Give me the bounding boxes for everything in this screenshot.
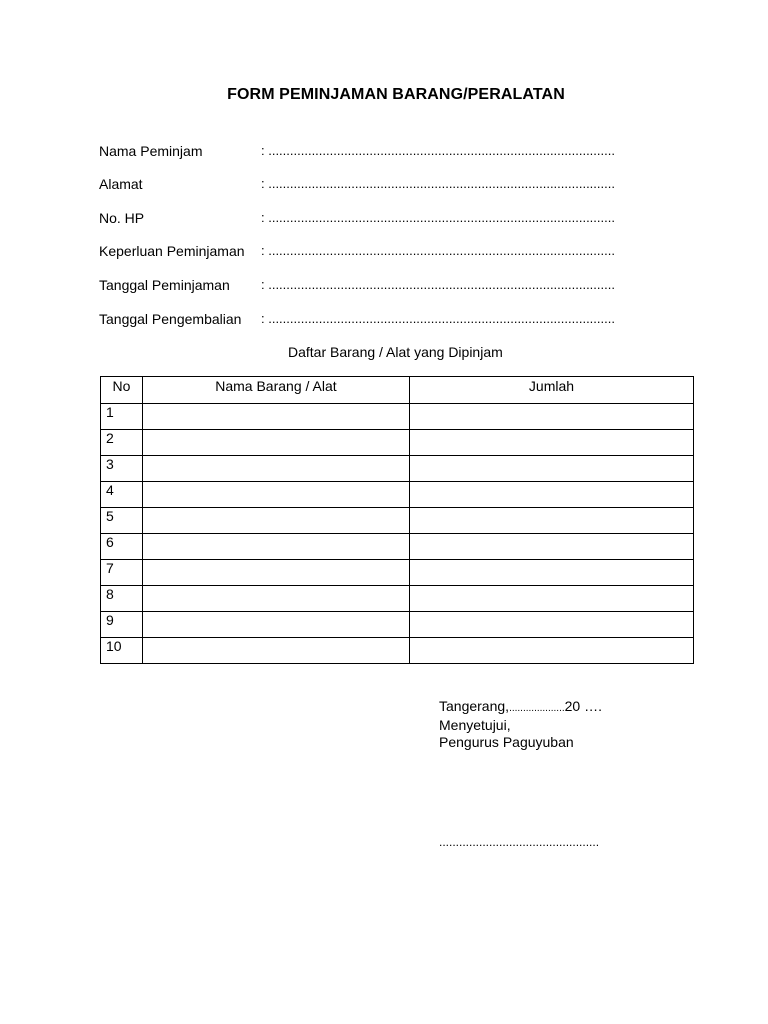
item-name-cell[interactable] <box>142 534 409 560</box>
quantity-cell[interactable] <box>409 638 693 664</box>
approval-text: Menyetujui, <box>439 717 511 733</box>
quantity-cell[interactable] <box>409 456 693 482</box>
table-row <box>101 404 694 430</box>
table-header-row <box>101 377 694 404</box>
table-row <box>101 638 694 664</box>
field-blank[interactable]: : ................................................................................................ <box>261 143 615 158</box>
table-row <box>101 560 694 586</box>
header-item-name: Nama Barang / Alat <box>142 377 409 404</box>
item-name-cell[interactable] <box>142 508 409 534</box>
quantity-cell[interactable] <box>409 534 693 560</box>
signature-line[interactable]: ................................................ <box>439 835 600 849</box>
field-blank[interactable]: : ................................................................................................ <box>261 311 615 326</box>
table-row <box>101 482 694 508</box>
header-quantity: Jumlah <box>409 377 693 404</box>
row-number: 6 <box>101 534 143 560</box>
item-name-cell[interactable] <box>142 586 409 612</box>
item-name-cell[interactable] <box>142 404 409 430</box>
field-label: Alamat <box>99 176 143 192</box>
item-name-cell[interactable] <box>142 638 409 664</box>
header-no: No <box>101 377 143 404</box>
table-row <box>101 534 694 560</box>
table-caption: Daftar Barang / Alat yang Dipinjam <box>288 344 503 360</box>
quantity-cell[interactable] <box>409 508 693 534</box>
table-row <box>101 586 694 612</box>
quantity-cell[interactable] <box>409 586 693 612</box>
row-number: 9 <box>101 612 143 638</box>
field-label: Tanggal Pengembalian <box>99 311 242 327</box>
place-date-line <box>439 698 602 717</box>
row-number: 2 <box>101 430 143 456</box>
quantity-cell[interactable] <box>409 404 693 430</box>
form-title: FORM PEMINJAMAN BARANG/PERALATAN <box>227 86 565 103</box>
signature-block <box>439 698 602 751</box>
approver-role: Pengurus Paguyuban <box>439 734 574 750</box>
field-blank[interactable]: : ................................................................................................ <box>261 277 615 292</box>
field-blank[interactable]: : ................................................................................................ <box>261 243 615 258</box>
row-number: 1 <box>101 404 143 430</box>
quantity-cell[interactable] <box>409 612 693 638</box>
place-text: Tangerang, <box>439 698 510 714</box>
quantity-cell[interactable] <box>409 482 693 508</box>
row-number: 4 <box>101 482 143 508</box>
item-name-cell[interactable] <box>142 560 409 586</box>
quantity-cell[interactable] <box>409 430 693 456</box>
date-blank[interactable]: .................... <box>509 703 565 714</box>
item-name-cell[interactable] <box>142 612 409 638</box>
quantity-cell[interactable] <box>409 560 693 586</box>
row-number: 8 <box>101 586 143 612</box>
field-label: Nama Peminjam <box>99 143 203 159</box>
item-name-cell[interactable] <box>142 430 409 456</box>
table-row <box>101 430 694 456</box>
table-row <box>101 612 694 638</box>
row-number: 5 <box>101 508 143 534</box>
row-number: 10 <box>101 638 143 664</box>
year-text: 20 …. <box>564 698 602 714</box>
item-name-cell[interactable] <box>142 482 409 508</box>
table-row <box>101 456 694 482</box>
row-number: 3 <box>101 456 143 482</box>
item-name-cell[interactable] <box>142 456 409 482</box>
field-blank[interactable]: : ................................................................................................ <box>261 210 615 225</box>
field-label: No. HP <box>99 210 145 226</box>
table-row <box>101 508 694 534</box>
items-table <box>100 376 694 664</box>
field-blank[interactable]: : ................................................................................................ <box>261 176 615 191</box>
field-label: Keperluan Peminjaman <box>99 243 245 259</box>
row-number: 7 <box>101 560 143 586</box>
field-label: Tanggal Peminjaman <box>99 277 230 293</box>
